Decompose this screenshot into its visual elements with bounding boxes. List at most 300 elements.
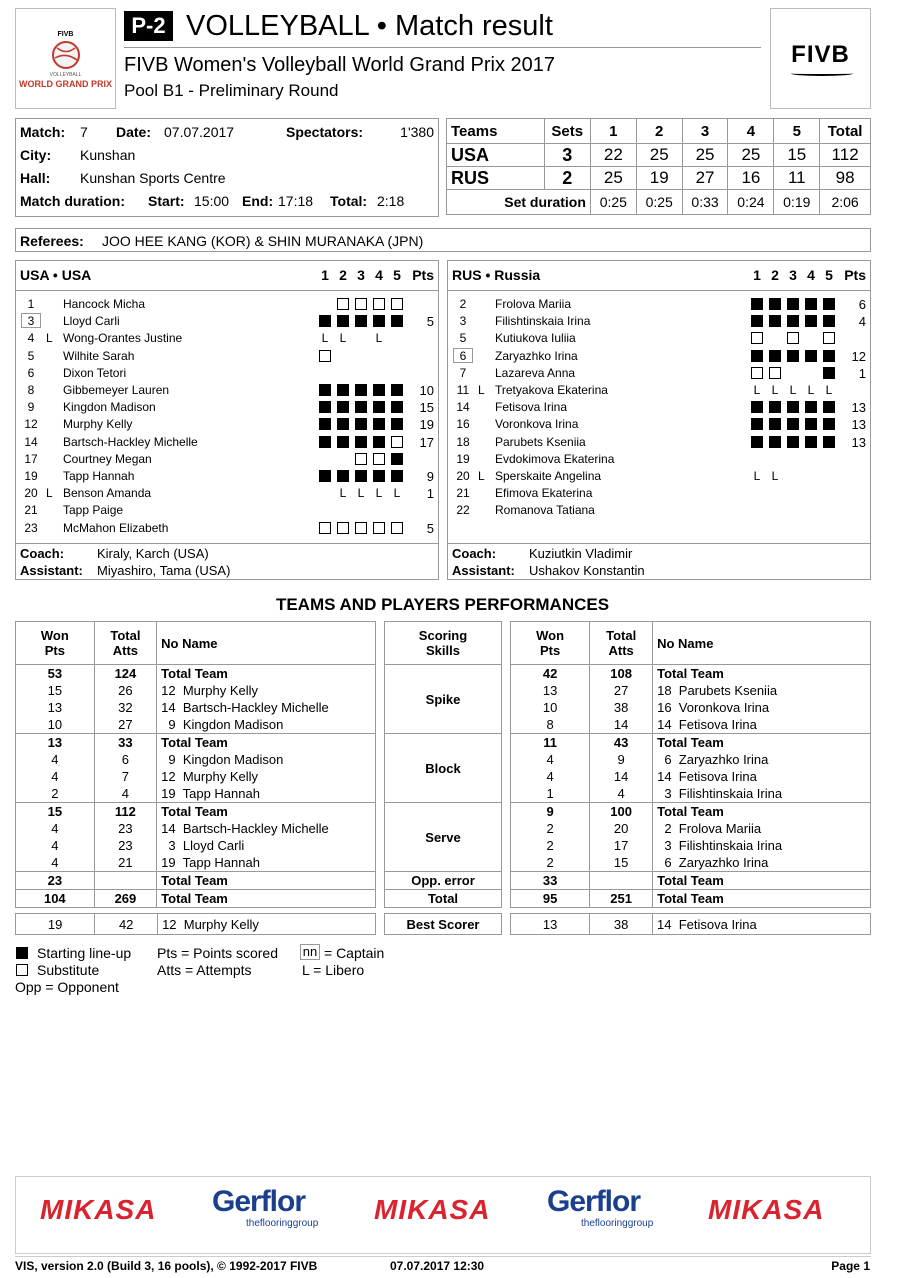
player-row [448, 365, 868, 382]
score-cell: 25 [636, 144, 682, 167]
starter-square-icon [823, 401, 835, 413]
player-number: 16 [456, 417, 470, 432]
player-entry: 3 Filishtinskaia Irina [657, 786, 783, 801]
player-entry: 14 Bartsch-Hackley Michelle [161, 821, 329, 836]
score-table [446, 118, 871, 215]
set-duration-cell: 0:25 [590, 190, 636, 215]
player-number: 3 [459, 314, 467, 329]
legend-captain-box: nn [300, 944, 320, 960]
player-name: Voronkova Irina [495, 417, 579, 432]
player-entry: 6 Zaryazhko Irina [657, 752, 769, 767]
libero-set-marker: L [393, 486, 401, 501]
player-points: 5 [426, 314, 434, 330]
city-label: City: [20, 147, 52, 163]
starter-square-icon [355, 436, 367, 448]
starter-square-icon [391, 470, 403, 482]
starter-square-icon [337, 470, 349, 482]
starter-square-icon [373, 418, 385, 430]
won-points: 4 [16, 854, 95, 872]
starter-square-icon [355, 418, 367, 430]
set-header: 5 [825, 267, 833, 283]
player-points: 13 [851, 434, 866, 450]
starter-square-icon [391, 384, 403, 396]
volleyball-icon [49, 40, 83, 70]
player-row [16, 520, 436, 537]
sponsor-mikasa-3: MIKASA [708, 1194, 825, 1225]
won-points: 10 [511, 699, 590, 716]
team-name: USA • USA [20, 267, 92, 283]
substitute-square-icon [823, 332, 835, 344]
won-points: 33 [511, 872, 590, 890]
team-roster-rus [447, 260, 871, 580]
referees-value: JOO HEE KANG (KOR) & SHIN MURANAKA (JPN) [102, 233, 424, 249]
player-row [16, 365, 436, 382]
end-value: 17:18 [278, 193, 314, 209]
set-header: 1 [321, 267, 329, 283]
player-name: Tapp Paige [63, 503, 124, 518]
score-cell: 2 [544, 167, 590, 190]
won-points: 13 [16, 699, 95, 716]
score-cell: 27 [682, 167, 728, 190]
skill-row [385, 803, 502, 872]
team-name: RUS • Russia [452, 267, 541, 283]
legend-libero: L = Libero [302, 962, 365, 978]
total-attempts: 100 [590, 803, 653, 821]
player-points: 19 [419, 417, 434, 433]
total-team-label: Total Team [653, 890, 871, 908]
player-number: 5 [459, 331, 467, 346]
libero-set-marker: L [375, 486, 383, 501]
set-duration-cell: 0:24 [728, 190, 774, 215]
libero-set-marker: L [789, 383, 797, 397]
total-attempts: 43 [590, 734, 653, 752]
player-number: 18 [456, 434, 470, 449]
player-name: Wilhite Sarah [63, 348, 135, 363]
total-attempts [590, 872, 653, 890]
libero-set-marker: L [321, 331, 329, 346]
libero-set-marker: L [357, 486, 365, 501]
starting-lineup-square-icon [16, 947, 28, 959]
player-number: 19 [456, 451, 470, 466]
starter-square-icon [769, 401, 781, 413]
player-row [16, 451, 436, 468]
won-points: 95 [511, 890, 590, 908]
starter-square-icon [787, 298, 799, 310]
starter-square-icon [319, 401, 331, 413]
score-header-cell: Teams [447, 119, 545, 144]
substitute-square-icon [751, 367, 763, 379]
starter-square-icon [373, 401, 385, 413]
player-entry: 14 Fetisova Irina [657, 769, 757, 784]
set-header: 1 [753, 267, 761, 283]
player-number: 3 [27, 314, 35, 329]
starter-square-icon [805, 298, 817, 310]
player-row [448, 434, 868, 451]
libero-marker: L [478, 469, 485, 483]
perf-row [16, 768, 376, 785]
best-scorer-label-box [384, 913, 502, 935]
player-name: Gibbemeyer Lauren [63, 383, 170, 397]
player-points: 1 [858, 365, 866, 381]
perf-header-cell: Total Atts [590, 622, 653, 665]
starter-square-icon [787, 436, 799, 448]
player-points: 17 [419, 434, 434, 450]
team-code: RUS [447, 167, 545, 190]
coach-name: Kuziutkin Vladimir [529, 546, 633, 561]
substitute-square-icon [787, 332, 799, 344]
player-number: 21 [24, 503, 38, 518]
performance-table-rus [510, 621, 871, 908]
perf-row [511, 734, 871, 752]
starter-square-icon [319, 315, 331, 327]
score-cell: 22 [590, 144, 636, 167]
legend-opponent: Opp = Opponent [15, 979, 119, 995]
player-number: 6 [27, 365, 35, 380]
pts-header: Pts [412, 267, 434, 283]
perf-row [511, 837, 871, 854]
player-entry: 19 Tapp Hannah [161, 855, 260, 870]
total-team-label: Total Team [157, 803, 376, 821]
best-won-points: 19 [16, 914, 95, 935]
total-attempts: 26 [94, 682, 157, 699]
player-entry: 9 Kingdon Madison [161, 717, 284, 732]
player-name: Dixon Tetori [63, 365, 127, 380]
won-points: 4 [16, 837, 95, 854]
player-number: 11 [456, 383, 470, 397]
player-name: Filishtinskaia Irina [495, 314, 591, 329]
player-row [448, 416, 868, 433]
set-duration-cell: 0:25 [636, 190, 682, 215]
date-label: Date: [116, 124, 152, 140]
total-attempts: 27 [590, 682, 653, 699]
libero-marker: L [478, 383, 485, 397]
starter-square-icon [823, 350, 835, 362]
total-attempts: 14 [590, 768, 653, 785]
perf-row [511, 785, 871, 803]
coach-name: Kiraly, Karch (USA) [97, 546, 209, 561]
player-row [448, 348, 868, 365]
legend-attempts: Atts = Attempts [157, 962, 252, 978]
starter-square-icon [391, 315, 403, 327]
perf-header-row [385, 622, 502, 665]
score-row [447, 144, 871, 167]
won-points: 2 [16, 785, 95, 803]
total-team-label: Total Team [653, 803, 871, 821]
starter-square-icon [751, 298, 763, 310]
set-header: 2 [339, 267, 347, 283]
player-name: Kingdon Madison [63, 400, 156, 415]
player-points: 15 [419, 400, 434, 416]
player-row [16, 434, 436, 451]
won-points: 13 [511, 682, 590, 699]
wgp-logo-volleyball: VOLLEYBALL [49, 72, 82, 78]
player-row [16, 399, 436, 416]
perf-row [16, 837, 376, 854]
starter-square-icon [769, 315, 781, 327]
score-cell: 25 [590, 167, 636, 190]
score-header-cell: 3 [682, 119, 728, 144]
perf-row [16, 665, 376, 683]
player-name: Sperskaite Angelina [495, 469, 602, 483]
performances-title: TEAMS AND PLAYERS PERFORMANCES [275, 595, 610, 614]
player-number: 14 [24, 434, 38, 449]
starter-square-icon [805, 418, 817, 430]
sponsor-bar [15, 1176, 871, 1254]
total-attempts: 23 [94, 837, 157, 854]
starter-square-icon [355, 470, 367, 482]
score-header-cell: 1 [590, 119, 636, 144]
libero-set-marker: L [807, 383, 815, 397]
skill-name: Block [385, 734, 502, 803]
won-points: 4 [16, 820, 95, 837]
libero-set-marker: L [753, 383, 761, 397]
best-total-attempts: 42 [95, 914, 158, 935]
set-header: 2 [771, 267, 779, 283]
player-name: Lazareva Anna [495, 365, 576, 380]
wgp-logo-text: WORLD GRAND PRIX [19, 79, 112, 89]
starter-square-icon [355, 315, 367, 327]
score-header-cell: Total [820, 119, 871, 144]
perf-row [511, 665, 871, 683]
player-name: Wong-Orantes Justine [63, 331, 183, 346]
player-number: 19 [24, 469, 38, 483]
starter-square-icon [751, 315, 763, 327]
substitute-square-icon [373, 298, 385, 310]
hall-value: Kunshan Sports Centre [80, 170, 226, 186]
won-points: 8 [511, 716, 590, 734]
player-number: 14 [456, 400, 470, 415]
spectators-value: 1'380 [400, 124, 434, 140]
player-row [448, 502, 868, 519]
best-scorer-rus [510, 913, 871, 935]
total-attempts: 124 [94, 665, 157, 683]
sponsor-gerflor-1: Gerflor [212, 1185, 306, 1218]
total-attempts: 27 [94, 716, 157, 734]
start-value: 15:00 [194, 193, 230, 209]
wgp-logo [15, 8, 116, 109]
header-divider [124, 47, 761, 48]
total-team-label: Total Team [657, 666, 724, 681]
player-number: 22 [456, 503, 470, 518]
player-name: Tapp Hannah [63, 469, 135, 483]
score-cell: 98 [820, 167, 871, 190]
player-row [16, 348, 436, 365]
starter-square-icon [769, 350, 781, 362]
perf-header-row [511, 622, 871, 665]
starter-square-icon [805, 315, 817, 327]
legend-captain: = Captain [324, 945, 385, 961]
player-name: Tretyakova Ekaterina [495, 383, 608, 397]
won-points: 2 [511, 820, 590, 837]
total-attempts: 269 [94, 890, 157, 908]
set-header: 5 [393, 267, 401, 283]
player-entry: 18 Parubets Kseniia [657, 683, 778, 698]
performance-table-usa [15, 621, 376, 908]
won-points: 10 [16, 716, 95, 734]
assistant-name: Miyashiro, Tama (USA) [97, 563, 231, 578]
player-number: 12 [24, 417, 38, 432]
player-entry: 16 Voronkova Irina [657, 700, 770, 715]
total-attempts: 32 [94, 699, 157, 716]
legend-points: Pts = Points scored [157, 945, 279, 961]
perf-header-cell: Won Pts [16, 622, 95, 665]
libero-set-marker: L [771, 383, 779, 397]
perf-row [511, 699, 871, 716]
player-number: 6 [459, 348, 467, 363]
starter-square-icon [787, 401, 799, 413]
player-name: Murphy Kelly [63, 417, 133, 432]
starter-square-icon [391, 418, 403, 430]
end-label: End: [242, 193, 274, 209]
perf-row [16, 872, 376, 890]
page-title: VOLLEYBALL • Match result [186, 10, 553, 42]
perf-row [16, 682, 376, 699]
skill-name: Spike [425, 691, 461, 707]
document-badge: P-2 [124, 11, 173, 41]
total-team-label: Total Team [157, 872, 376, 890]
starter-square-icon [823, 367, 835, 379]
assistant-name: Ushakov Konstantin [529, 563, 645, 578]
player-row [448, 399, 868, 416]
score-row [447, 167, 871, 190]
total-attempts: 4 [590, 785, 653, 803]
player-number: 8 [27, 383, 35, 397]
substitute-square-icon [751, 332, 763, 344]
coach-label: Coach: [20, 546, 65, 561]
player-entry: 9 Kingdon Madison [161, 752, 284, 767]
player-row [16, 313, 436, 330]
perf-row [16, 820, 376, 837]
team-roster-usa [15, 260, 439, 580]
starter-square-icon [769, 298, 781, 310]
fivb-logo [770, 8, 871, 109]
perf-row [511, 803, 871, 821]
total-attempts: 9 [590, 751, 653, 768]
player-number: 23 [24, 520, 38, 535]
total-team-label: Total Team [653, 872, 871, 890]
player-name: Benson Amanda [63, 486, 152, 501]
starter-square-icon [751, 350, 763, 362]
best-player: 14 Fetisova Irina [657, 916, 757, 932]
won-points: 42 [511, 665, 590, 683]
won-points: 11 [511, 734, 590, 752]
player-row [16, 416, 436, 433]
starter-square-icon [787, 315, 799, 327]
set-header: 3 [357, 267, 365, 283]
scoring-skills-header: Scoring Skills [385, 622, 502, 665]
total-attempts: 6 [94, 751, 157, 768]
match-info-panel [15, 118, 439, 217]
player-row [448, 296, 868, 313]
player-number: 4 [27, 331, 35, 346]
player-name: Kutiukova Iuliia [495, 331, 576, 346]
starter-square-icon [787, 418, 799, 430]
total-attempts: 112 [94, 803, 157, 821]
player-name: Bartsch-Hackley Michelle [63, 434, 198, 449]
starter-square-icon [319, 384, 331, 396]
starter-square-icon [805, 401, 817, 413]
total-attempts: 14 [590, 716, 653, 734]
player-entry: 12 Murphy Kelly [161, 769, 258, 784]
total-attempts: 4 [94, 785, 157, 803]
perf-row [511, 820, 871, 837]
player-points: 6 [858, 297, 866, 312]
substitute-square-icon [337, 522, 349, 534]
competition-name: FIVB Women's Volleyball World Grand Prix 2017 [124, 54, 556, 76]
player-points: 13 [851, 400, 866, 416]
won-points: 4 [511, 768, 590, 785]
perf-header-cell: Won Pts [511, 622, 590, 665]
perf-row [16, 890, 376, 908]
starter-square-icon [769, 436, 781, 448]
starter-square-icon [373, 436, 385, 448]
perf-header-row [16, 622, 376, 665]
set-duration-label: Set duration [447, 190, 591, 215]
scoring-skills-column [384, 621, 502, 908]
player-number: 20 [456, 469, 470, 483]
player-name: Efimova Ekaterina [495, 486, 593, 501]
perf-header-cell: No Name [653, 622, 871, 665]
player-number: 17 [24, 451, 38, 466]
score-cell: 19 [636, 167, 682, 190]
score-cell: 25 [728, 144, 774, 167]
perf-row [16, 854, 376, 872]
player-row [16, 382, 436, 399]
total-attempts: 251 [590, 890, 653, 908]
score-header-cell: 5 [774, 119, 820, 144]
perf-row [16, 734, 376, 752]
total-attempts: 17 [590, 837, 653, 854]
set-header: 4 [375, 267, 383, 283]
set-duration-cell: 2:06 [820, 190, 871, 215]
libero-marker: L [46, 331, 53, 346]
roster-divider [16, 290, 438, 291]
won-points: 15 [16, 803, 95, 821]
player-number: 20 [24, 486, 38, 501]
player-points: 13 [851, 417, 866, 433]
substitute-square-icon [373, 453, 385, 465]
substitute-square-icon [319, 522, 331, 534]
player-points: 4 [858, 314, 866, 330]
score-header-cell: Sets [544, 119, 590, 144]
player-points: 9 [426, 469, 434, 484]
total-team-label: Total Team [653, 734, 871, 752]
starter-square-icon [373, 315, 385, 327]
best-scorer-row [16, 914, 376, 935]
footer-divider [15, 1256, 871, 1257]
starter-square-icon [337, 384, 349, 396]
perf-row [511, 751, 871, 768]
score-cell: 25 [682, 144, 728, 167]
libero-set-marker: L [339, 331, 347, 346]
player-name: Parubets Kseniia [495, 434, 586, 449]
sponsor-gerflor-1-sub: theflooringgroup [246, 1218, 319, 1229]
total-attempts: 21 [94, 854, 157, 872]
pts-header: Pts [844, 267, 866, 283]
perf-row [511, 854, 871, 872]
libero-marker: L [46, 486, 53, 501]
player-row [448, 330, 868, 347]
referees-label: Referees: [20, 233, 84, 249]
substitute-square-icon [337, 298, 349, 310]
libero-set-marker: L [375, 331, 383, 346]
spectators-label: Spectators: [286, 124, 364, 140]
score-cell: 3 [544, 144, 590, 167]
substitute-square-icon [391, 298, 403, 310]
assistant-label: Assistant: [20, 563, 83, 578]
footer-version: VIS, version 2.0 (Build 3, 16 pools), © 1992-2017 FIVB [15, 1259, 318, 1273]
starter-square-icon [823, 418, 835, 430]
